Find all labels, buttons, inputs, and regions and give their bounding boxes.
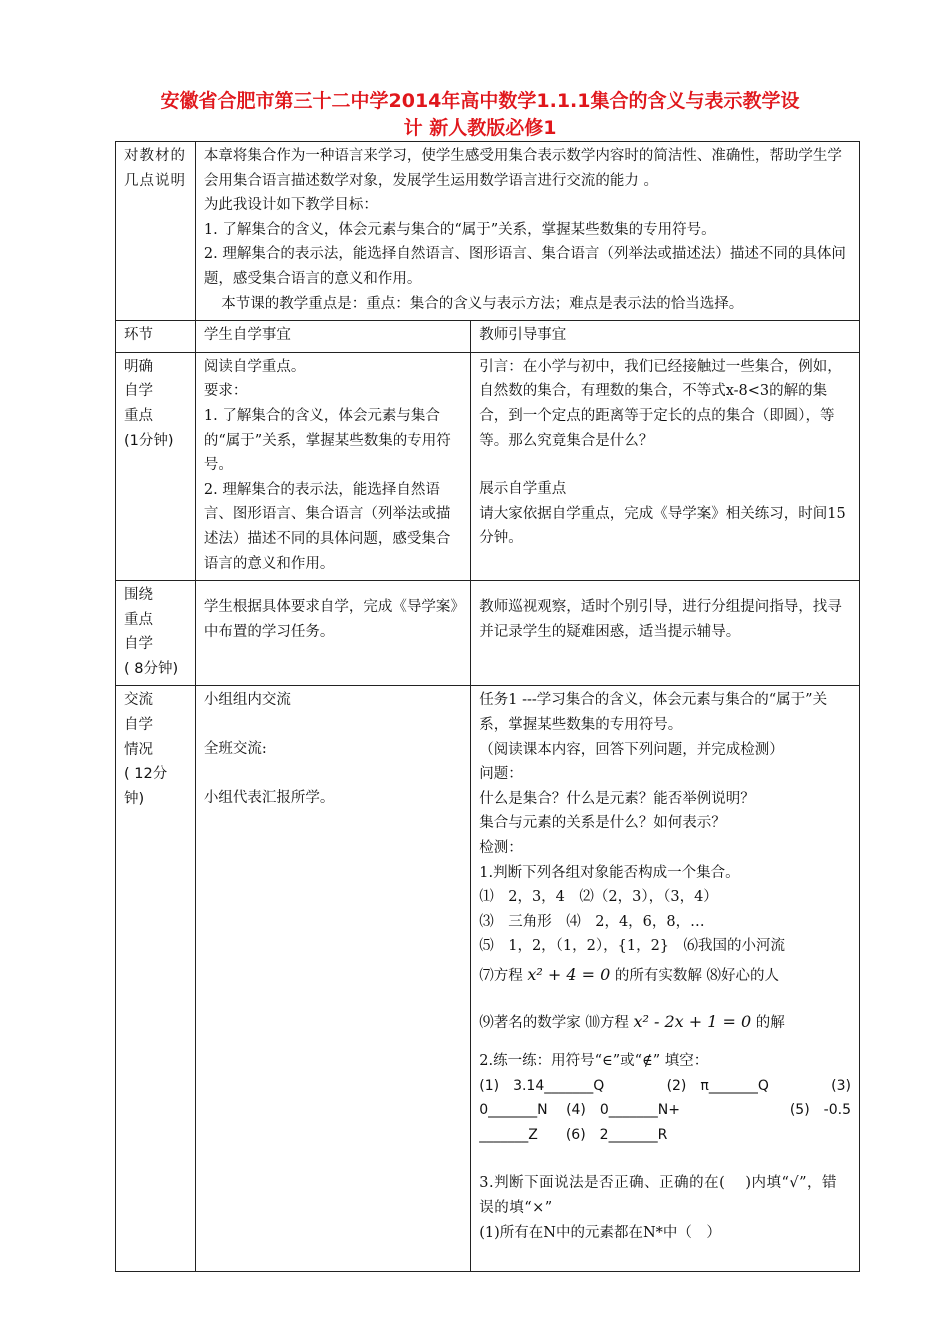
document-title bbox=[100, 88, 860, 142]
header-teacher: 教师引导事宜 bbox=[471, 321, 860, 353]
task-1: 任务1 ---学习集合的含义，体会元素与集合的“属于”关系，掌握某些数集的专用符号。 bbox=[479, 692, 828, 734]
textbook-notes-content bbox=[195, 142, 859, 321]
exercise-3: 3.判断下面说法是否正确、正确的在( )内填“√”，错误的填“×” bbox=[479, 1175, 838, 1216]
exercise-2-line: _______Z (6) 2_______R bbox=[479, 1126, 668, 1143]
exchange-student: 小组组内交流 全班交流: 小组代表汇报所学。 bbox=[195, 686, 470, 1272]
exercise-1-item: ⑼著名的数学家 ⑽方程 x² - 2x + 1 = 0 的解 bbox=[479, 1012, 785, 1031]
row-label-textbook-notes: 对教材的几点说明 bbox=[116, 142, 196, 321]
equation: x² - 2x + 1 = 0 bbox=[633, 1012, 752, 1031]
clarify-focus-student: 阅读自学重点。 要求： 1. 了解集合的含义，体会元素与集合的“属于”关系，掌握某些数集的专用符号。 2. 理解集合的表示法，能选择自然语言、图形语言、集合语言（列举法或描述法）描述不同的具体问题，感受集合语言的意义和作用。 bbox=[195, 352, 470, 580]
row-label-exchange: 交流 自学 情况 ( 12分钟) bbox=[116, 686, 196, 1272]
exercise-1-item: ⑸ 1，2，（1，2），{1，2} ⑹我国的小河流 bbox=[479, 938, 786, 955]
exchange-teacher: 任务1 ---学习集合的含义，体会元素与集合的“属于”关系，掌握某些数集的专用符号。 （阅读课本内容，回答下列问题，并完成检测） 问题： 什么是集合？什么是元素？能否举例说明？ 集合与元素的关系是什么？如何表示？ 检测： 1.判断下列各组对象能否构成一个集合。 ⑴ 2，3，4 ⑵（2，3），（3，4） ⑶ 三角形 ⑷ 2，4，6，8，… ⑸ 1，2，（1，2），{1，2} ⑹我国的小河流 ⑺方程 x² + 4 = 0 的所有实数解 ⑻好心的人 ⑼著名的数学家 ⑽方程 x² - 2x + 1 = 0 的解 2.练一练：用符号“∈”或“∉” 填空： (1) 3.14_______Q (2) π_______Q (3) 0_______N (4) 0_______N+ (5) -0.5 _______Z (6) 2_______R 3.判断下面说法是否正确、正确的在( )内填“√”，错误的填“×” (1)所有在N中的元素都在N*中（ ） bbox=[471, 686, 860, 1272]
notes-goal-2: 2. 理解集合的表示法，能选择自然语言、图形语言、集合语言（列举法或描述法）描述不同的具体问题，感受集合语言的意义和作用。 bbox=[203, 246, 846, 287]
header-student: 学生自学事宜 bbox=[195, 321, 470, 353]
self-study-teacher: 教师巡视观察，适时个别引导，进行分组提问指导，找寻并记录学生的疑难困惑，适当提示辅导。 bbox=[471, 581, 860, 686]
exercise-1: 1.判断下列各组对象能否构成一个集合。 bbox=[479, 864, 740, 881]
exercise-2: 2.练一练：用符号“∈”或“∉” 填空： bbox=[479, 1053, 709, 1069]
row-label-clarify-focus: 明确 自学 重点 (1分钟) bbox=[116, 352, 196, 580]
self-study-student: 学生根据具体要求自学，完成《导学案》中布置的学习任务。 bbox=[195, 581, 470, 686]
table-header-row bbox=[116, 321, 860, 353]
exercise-1-item: ⑶ 三角形 ⑷ 2，4，6，8，… bbox=[479, 913, 705, 930]
table-row-textbook-notes bbox=[116, 142, 860, 321]
exercise-3-item: (1)所有在N中的元素都在N*中（ ） bbox=[479, 1224, 721, 1241]
notes-intro: 本章将集合作为一种语言来学习，使学生感受用集合表示数学内容时的简洁性、准确性，帮助学生学会用集合语言描述数学对象，发展学生运用数学语言进行交流的能力 。 bbox=[203, 148, 842, 189]
title-line-2: 计 新人教版必修1 bbox=[403, 117, 557, 139]
exercise-2-line: 0_______N (4) 0_______N+ (5) -0.5 bbox=[479, 1102, 851, 1119]
question-2: 集合与元素的关系是什么？如何表示？ bbox=[479, 815, 726, 832]
notes-goal-heading: 为此我设计如下教学目标： bbox=[203, 197, 378, 214]
row-label-self-study: 围绕 重点 自学 ( 8分钟) bbox=[116, 581, 196, 686]
notes-key-points: 本节课的教学重点是：重点：集合的含义与表示方法；难点是表示法的恰当选择。 bbox=[221, 295, 744, 312]
clarify-focus-teacher: 引言：在小学与初中，我们已经接触过一些集合，例如，自然数的集合，有理数的集合，不等式x-8<3的解的集合，到一个定点的距离等于定长的点的集合（即圆），等等。那么究竟集合是什么？ 展示自学重点 请大家依据自学重点，完成《导学案》相关练习，时间15分钟。 bbox=[471, 352, 860, 580]
exercise-1-item: ⑺方程 x² + 4 = 0 的所有实数解 ⑻好心的人 bbox=[479, 965, 780, 984]
question-1: 什么是集合？什么是元素？能否举例说明？ bbox=[479, 790, 755, 807]
equation: x² + 4 = 0 bbox=[527, 965, 611, 984]
table-row-self-study bbox=[116, 581, 860, 686]
table-row-exchange bbox=[116, 686, 860, 1272]
task-instructions: （阅读课本内容，回答下列问题，并完成检测） bbox=[479, 741, 784, 758]
exercise-2-line: (1) 3.14_______Q (2) π_______Q (3) bbox=[479, 1077, 851, 1094]
title-line-1: 安徽省合肥市第三十二中学2014年高中数学1.1.1集合的含义与表示教学设 bbox=[160, 90, 800, 112]
header-stage: 环节 bbox=[116, 321, 196, 353]
table-row-clarify-focus bbox=[116, 352, 860, 580]
exercise-1-item: ⑴ 2，3，4 ⑵（2，3），（3，4） bbox=[479, 889, 718, 906]
lesson-plan-table bbox=[115, 141, 860, 1272]
notes-goal-1: 1. 了解集合的含义，体会元素与集合的“属于”关系，掌握某些数集的专用符号。 bbox=[203, 221, 716, 238]
